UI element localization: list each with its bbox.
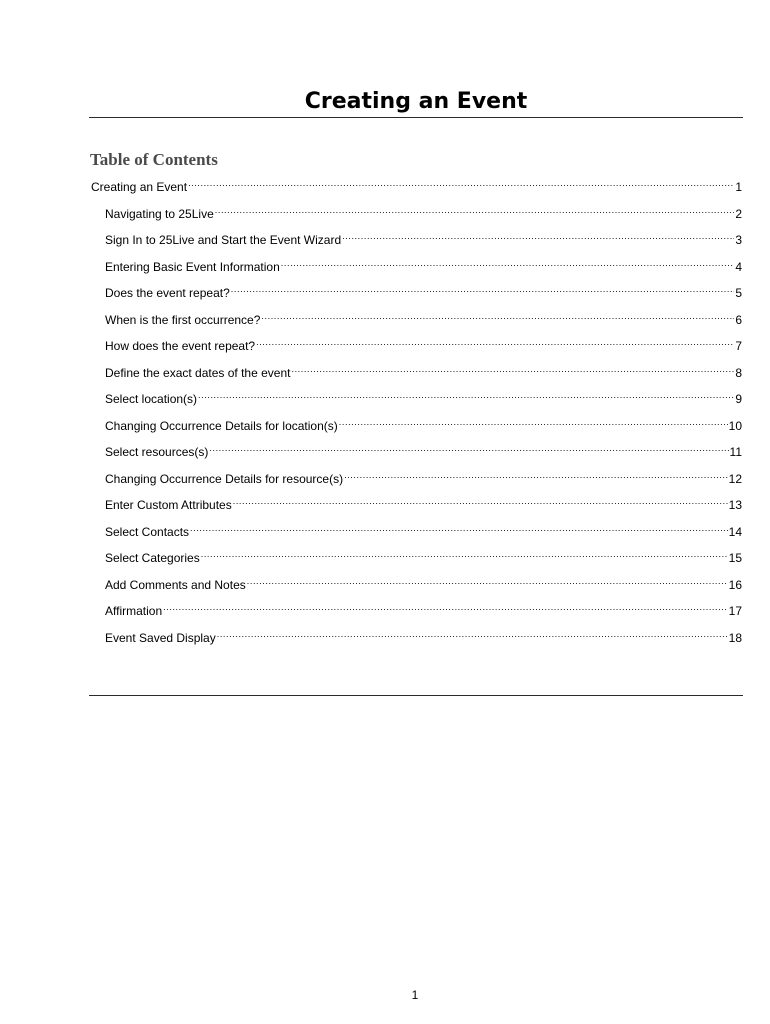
page-number: 1 [411, 988, 419, 1002]
toc-entry[interactable] [105, 626, 742, 645]
toc-dot-leader [190, 520, 728, 536]
toc-entry-page: 10 [728, 419, 742, 433]
toc-dot-leader [201, 546, 728, 562]
toc-entry[interactable] [105, 414, 742, 433]
toc-entry-label: Does the event repeat? [105, 286, 230, 300]
toc-dot-leader [198, 387, 734, 403]
toc-entry[interactable] [105, 361, 742, 380]
toc-entry-page: 5 [735, 286, 742, 300]
toc-dot-leader [163, 599, 728, 615]
toc-dot-leader [217, 626, 728, 642]
toc-entry-page: 17 [728, 604, 742, 618]
toc-dot-leader [233, 493, 728, 509]
toc-entry[interactable] [105, 202, 742, 221]
title-divider [89, 117, 743, 118]
toc-entry-label: Define the exact dates of the event [105, 366, 291, 380]
toc-entry-label: Select Contacts [105, 525, 190, 539]
toc-entry-page: 18 [728, 631, 742, 645]
toc-entry[interactable] [105, 440, 742, 459]
toc-dot-leader [231, 281, 735, 297]
toc-entry-page: 13 [728, 498, 742, 512]
toc-dot-leader [256, 334, 734, 350]
toc-entry[interactable] [105, 387, 742, 406]
toc-entry-label: Sign In to 25Live and Start the Event Wizard [105, 233, 342, 247]
toc-dot-leader [342, 228, 734, 244]
toc-entry-page: 9 [735, 392, 742, 406]
toc-entry-page: 3 [735, 233, 742, 247]
toc-entry-label: Event Saved Display [105, 631, 216, 645]
document-title: Creating an Event [304, 89, 528, 114]
toc-entry[interactable] [105, 281, 742, 300]
toc-dot-leader [344, 467, 728, 483]
toc-dot-leader [188, 175, 734, 191]
toc-entry-page: 8 [735, 366, 742, 380]
toc-entry-label: Creating an Event [91, 180, 188, 194]
toc-dot-leader [339, 414, 728, 430]
toc-entry-page: 6 [735, 313, 742, 327]
toc-entry-page: 7 [735, 339, 742, 353]
toc-entry-label: Changing Occurrence Details for location(s) [105, 419, 338, 433]
toc-entry-label: How does the event repeat? [105, 339, 256, 353]
toc-entry-page: 15 [728, 551, 742, 565]
toc-entry[interactable] [91, 175, 742, 194]
toc-dot-leader [281, 255, 735, 271]
toc-entry-page: 14 [728, 525, 742, 539]
toc-entry[interactable] [105, 467, 742, 486]
toc-dot-leader [291, 361, 734, 377]
toc-entry-label: Navigating to 25Live [105, 207, 214, 221]
toc-entry[interactable] [105, 520, 742, 539]
toc-entry-page: 16 [728, 578, 742, 592]
toc-entry[interactable] [105, 228, 742, 247]
toc-entry-page: 1 [735, 180, 742, 194]
toc-entry-label: Add Comments and Notes [105, 578, 246, 592]
toc-entry-label: Enter Custom Attributes [105, 498, 232, 512]
toc-entry[interactable] [105, 308, 742, 327]
toc-entry[interactable] [105, 493, 742, 512]
toc-entry-label: When is the first occurrence? [105, 313, 261, 327]
toc-entry-label: Select location(s) [105, 392, 198, 406]
toc-heading: Table of Contents [90, 150, 218, 169]
toc-entry-label: Select Categories [105, 551, 200, 565]
toc-entry-label: Entering Basic Event Information [105, 260, 280, 274]
toc-entry-label: Affirmation [105, 604, 163, 618]
bottom-divider [89, 695, 743, 696]
toc-entry-label: Changing Occurrence Details for resource(s) [105, 472, 344, 486]
toc-entry[interactable] [105, 255, 742, 274]
toc-entry[interactable] [105, 599, 742, 618]
toc-entry[interactable] [105, 546, 742, 565]
toc-dot-leader [247, 573, 728, 589]
toc-entry-page: 2 [735, 207, 742, 221]
toc-dot-leader [261, 308, 734, 324]
toc-entry[interactable] [105, 334, 742, 353]
toc-entry[interactable] [105, 573, 742, 592]
toc-dot-leader [209, 440, 728, 456]
toc-entry-page: 12 [728, 472, 742, 486]
toc-entry-label: Select resources(s) [105, 445, 209, 459]
toc-entry-page: 4 [735, 260, 742, 274]
toc-dot-leader [215, 202, 735, 218]
toc-entry-page: 11 [729, 445, 742, 459]
